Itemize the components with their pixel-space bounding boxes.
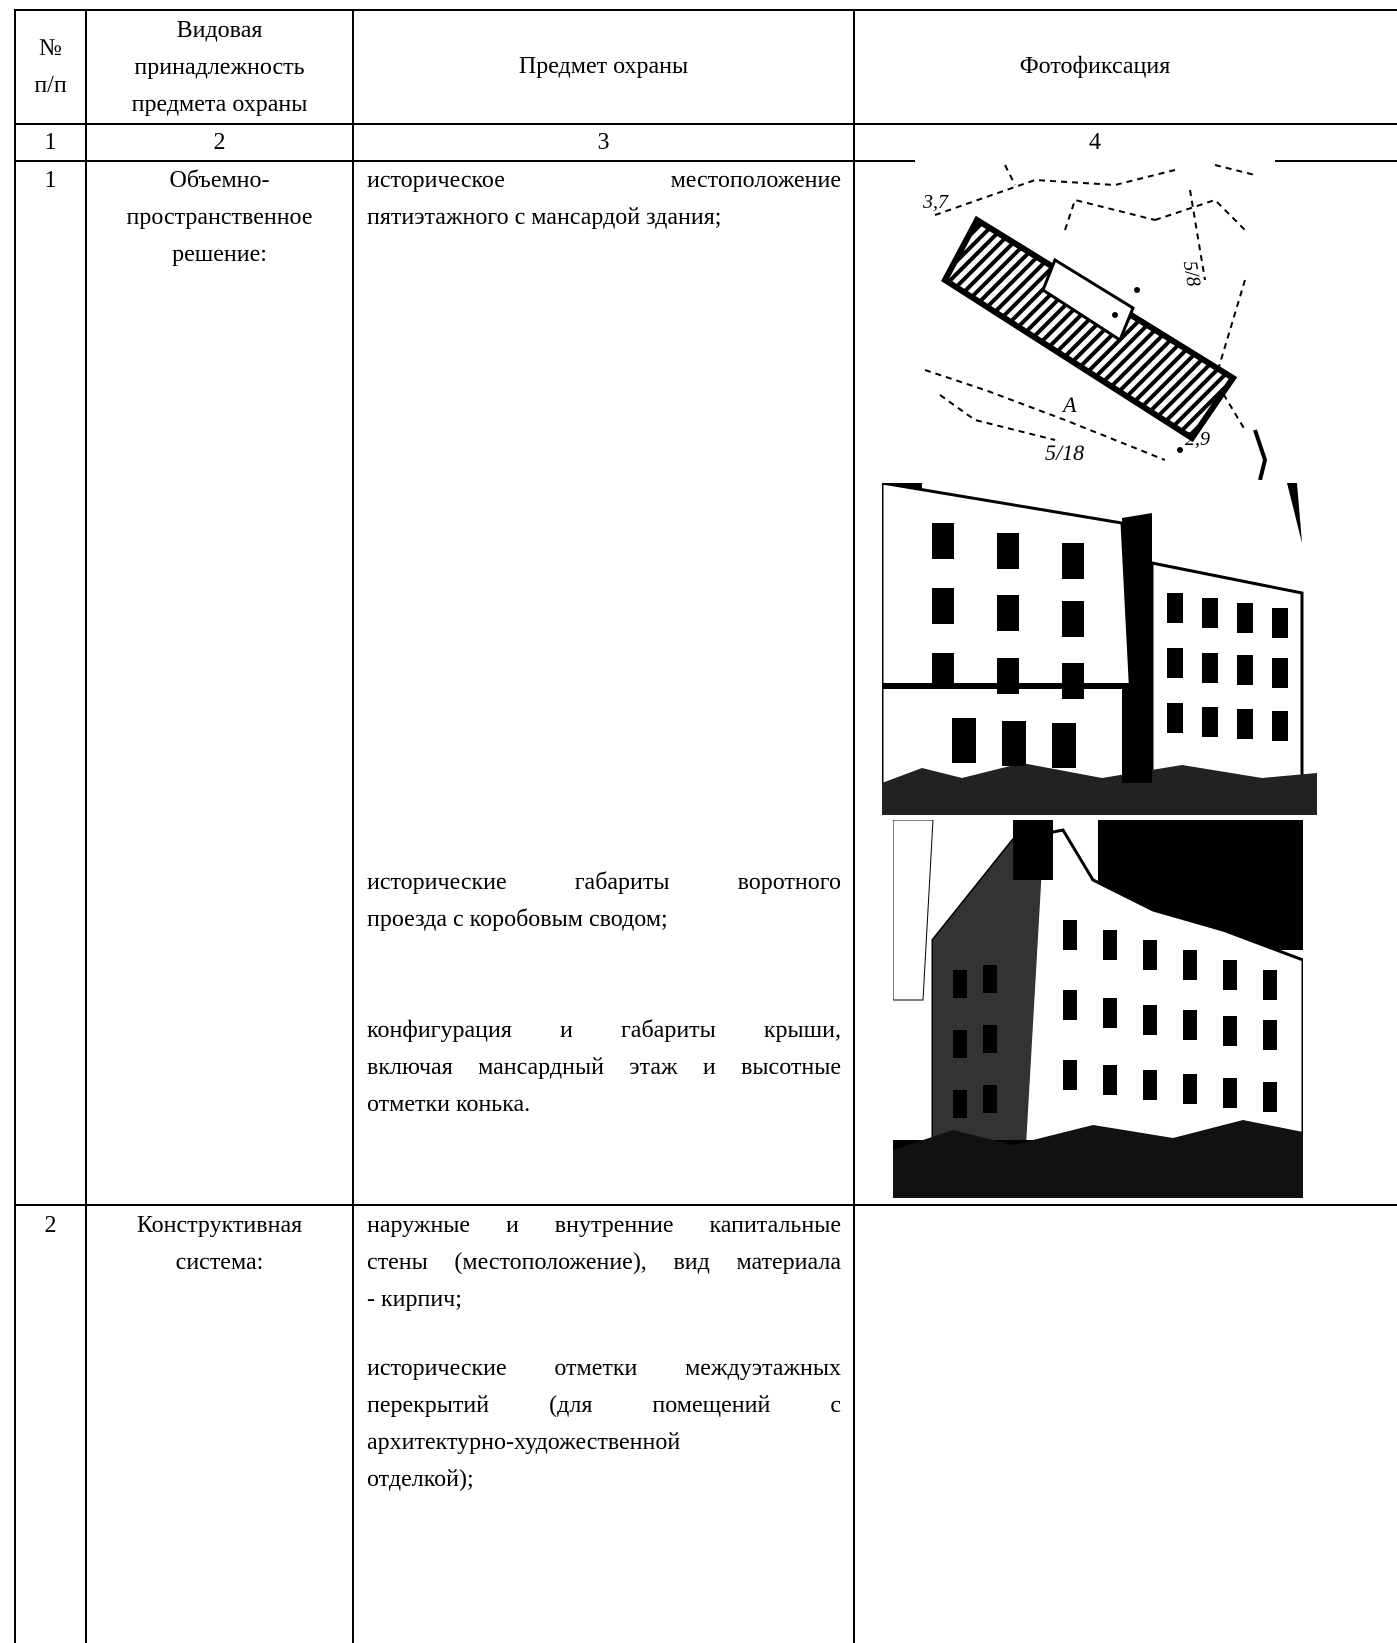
table-left-border [14,9,16,1643]
plan-label-5: А [1063,392,1077,417]
row2-item-1: наружные и внутренние капитальные стены (местоположение), вид материала - кирпич; [367,1212,841,1312]
col3-divider [853,9,855,1643]
plan-label-4: 5/18 [1045,440,1085,465]
colnum-1: 1 [44,129,57,155]
row2-num: 2 [44,1212,57,1238]
row2-kind: Конструктивная система: [136,1212,303,1275]
site-plan-image [915,160,1275,480]
header-photo: Фотофиксация [1019,53,1171,79]
header-kind: Видовая принадлежность предмета охраны [131,17,308,117]
plan-label-1: 3,7 [923,191,948,213]
row1-item-3: конфигурация и габариты крыши, включая мансардный этаж и высотные отметки конька. [367,1017,841,1117]
plan-label-2: 5/8 [1178,259,1205,289]
building-corner-photo [893,820,1303,1198]
row1-kind: Объемно- пространственное решение: [126,167,313,267]
colnum-3: 3 [597,129,610,155]
row1-num: 1 [44,167,57,193]
row2-item-2: исторические отметки междуэтажных перекрытий (для помещений с архитектурно-художественной отделкой); [367,1355,841,1492]
table-top-border [14,9,1397,11]
colnum-4: 4 [1089,129,1101,155]
building-photo [882,483,1317,815]
colnum-2: 2 [213,129,226,155]
row1-bottom-border [14,1204,1397,1206]
row1-item-1: историческое местоположение пятиэтажного с мансардой здания; [367,167,841,230]
col2-divider [352,9,354,1643]
row1-item-2: исторические габариты воротного проезда с коробовым сводом; [367,869,841,932]
header-subject: Предмет охраны [518,53,689,79]
header-num: № п/п [34,35,67,98]
plan-label-3: 2,9 [1185,428,1210,450]
